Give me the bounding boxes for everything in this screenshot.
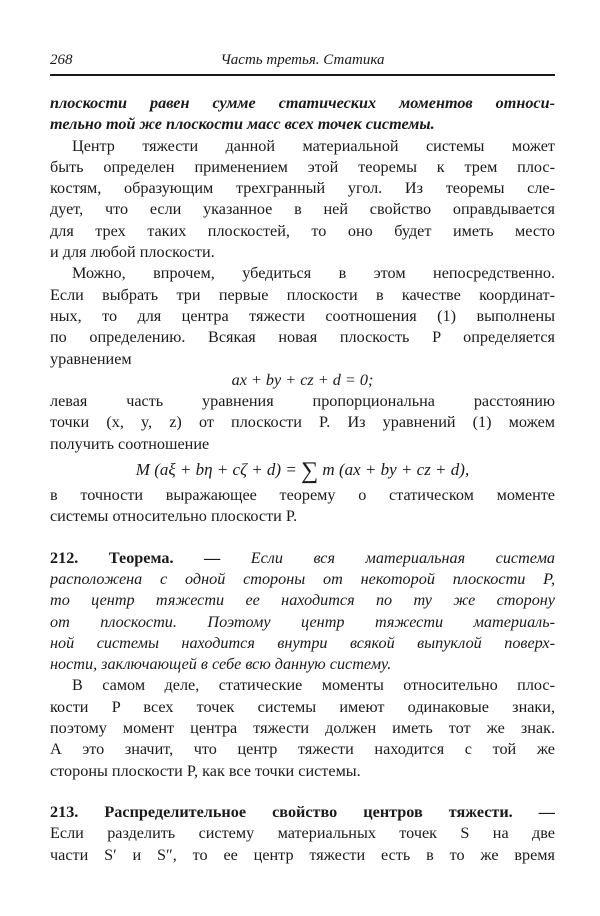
section-212 [50,548,555,782]
text-line: ной системы находится внутри всякой выпуклой поверх- [50,633,555,652]
text-line: плоскости равен сумме статических моментов относи- [50,94,555,112]
text-line: ных, то для центра тяжести соотношения (1) выполнены [50,306,555,325]
text-block-2 [50,485,555,528]
text-line: в точности выражающее теорему о статическом моменте [50,486,555,505]
page-body [50,93,555,866]
text-line: то центр тяжести ее находится по ту же сторону [50,591,555,610]
text-line: Можно, впрочем, убедиться в этом непосредственно. [72,264,555,283]
text-line: поэтому момент центра тяжести должен иметь тот же знак. [50,719,555,738]
text-line: стороны плоскости P, как все точки системы. [50,761,361,780]
section-gap [50,792,555,802]
text-line: системы относительно плоскости P. [50,507,298,526]
text-line: расположена с одной стороны от некоторой плоскости P, [50,569,555,588]
text-line: тельно той же плоскости масс всех точек системы. [50,115,435,134]
text-line: ax + by + cz + d = 0; [231,370,374,389]
text-line: получить соотношение [50,434,210,453]
section-213-heading: 213. Распределительное свойство центров тяжести. — [50,802,555,821]
section-213 [50,802,555,866]
text-line: костям, образующим трехгранный угол. Из теоремы сле- [50,179,555,198]
text-line: ности, заключающей в себе всю данную систему. [50,655,392,674]
header-rule [50,74,555,76]
text-line: Если разделить систему материальных точек S на две [50,824,555,843]
text-line: от плоскости. Поэтому центр тяжести материаль- [50,612,555,631]
equation-right: m (ax + by + cz + d), [322,460,470,480]
running-header [50,48,555,74]
text-line: быть определен применением этой теоремы к трем плос- [50,157,555,176]
text-block-1 [50,93,555,455]
text-line: уравнением [50,349,132,368]
section-gap [50,782,555,792]
section-212-heading: 212. Теорема. — [50,548,221,567]
text-line: для трех таких плоскостей, то оно будет иметь место [50,221,555,240]
book-page [50,48,555,864]
equation-left: M (aξ + bη + cζ + d) = [135,460,297,480]
text-line: и для любой плоскости. [50,243,215,262]
text-line: В самом деле, статические моменты относительно плос- [72,676,555,695]
section-212-first-line [50,548,555,569]
text-line: по определению. Всякая новая плоскость P определяется [50,328,555,347]
text-line: А это значит, что центр тяжести находится с той же [50,740,555,759]
text-line: дует, что если указанное в ней свойство оправдывается [50,200,555,219]
running-title: Часть третья. Статика [220,52,385,68]
equation-moment [50,455,555,485]
text-line: Если выбрать три первые плоскости в качестве координат- [50,285,555,304]
page-number: 268 [50,52,73,68]
section-212-lead: Если вся материальная система [220,548,555,567]
text-line: части S′ и S″, то ее центр тяжести есть в то же время [50,845,555,864]
sigma-symbol: ∑ [301,458,319,485]
section-gap [50,538,555,548]
text-line: Центр тяжести данной материальной системы может [72,136,555,155]
text-line: точки (x, y, z) от плоскости P. Из уравнений (1) можем [50,413,555,432]
text-line: левая часть уравнения пропорциональна расстоянию [50,392,555,411]
section-gap [50,528,555,538]
text-line: кости P всех точек системы имеют одинаковые знаки, [50,697,555,716]
